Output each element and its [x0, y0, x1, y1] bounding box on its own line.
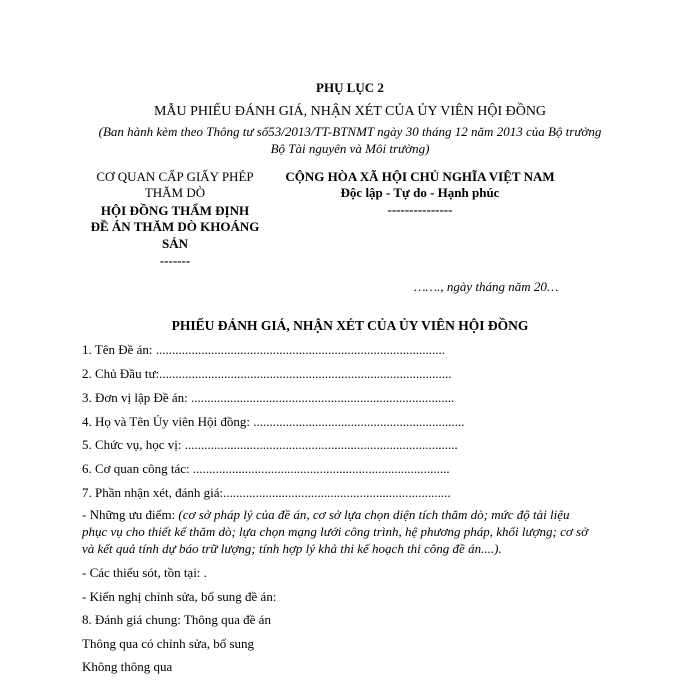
field-position-degree: 5. Chức vụ, học vị: ....................................................................................	[82, 437, 458, 452]
left-divider: -------	[159, 253, 191, 268]
field-project-name: 1. Tên Đề án: .........................................................................................	[82, 342, 446, 357]
field-member-name: 4. Họ và Tên Ủy viên Hội đồng: .................................................................	[82, 414, 465, 429]
national-motto: Độc lập - Tự do - Hạnh phúc	[340, 185, 500, 200]
recommendations-line: - Kiến nghị chỉnh sửa, bổ sung đề án:	[82, 589, 277, 604]
nation-name: CỘNG HÒA XÃ HỘI CHỦ NGHĨA VIỆT NAM	[285, 169, 555, 184]
field-preparing-unit: 3. Đơn vị lập Đề án: .................................................................................	[82, 390, 455, 405]
advantages-line-2: phục vụ cho thiết kế thăm dò; lựa chọn mạng lưới công trình, hệ phương pháp, khối lượng; cơ sở	[82, 524, 589, 539]
council-name-line-2: ĐỀ ÁN THĂM DÒ KHOÁNG	[90, 219, 260, 234]
subtitle-line-1: (Ban hành kèm theo Thông tư số53/2013/TT-BTNMT ngày 30 tháng 12 năm 2013 của Bộ trưởng	[98, 124, 602, 139]
advantages-line-3: và kết quả tính dự báo trữ lượng; tính hợp lý khả thi kế hoạch thi công đề án....).	[82, 541, 502, 556]
form-title: PHIẾU ĐÁNH GIÁ, NHẬN XÉT CỦA ỦY VIÊN HỘI ĐỒNG	[171, 318, 529, 333]
right-divider: ---------------	[387, 202, 453, 217]
agency-name-line-2: THĂM DÒ	[144, 185, 206, 200]
advantages-line-1	[82, 507, 569, 523]
field-review-assessment: 7. Phần nhận xét, đánh giá:......................................................................	[82, 485, 451, 500]
advantages-text-1: (cơ sở pháp lý của đề án, cơ sở lựa chọn diện tích thăm dò; mức độ tài liệu	[178, 507, 570, 522]
subtitle-line-2: Bộ Tài nguyên và Môi trường)	[270, 141, 430, 156]
council-name-line-3: SẢN	[161, 236, 188, 251]
appendix-label: PHỤ LỤC 2	[316, 80, 384, 95]
option-approved-with-revisions: Thông qua có chỉnh sửa, bổ sung	[82, 636, 255, 651]
option-not-approved: Không thông qua	[82, 659, 173, 674]
date-line: ……., ngày tháng năm 20…	[414, 279, 559, 294]
advantages-label: - Những ưu điểm:	[82, 507, 179, 522]
shortcomings-line: - Các thiếu sót, tồn tại: .	[82, 565, 207, 580]
overall-assessment: 8. Đánh giá chung: Thông qua đề án	[82, 612, 271, 627]
document-title: MẪU PHIẾU ĐÁNH GIÁ, NHẬN XÉT CỦA ỦY VIÊN HỘI ĐỒNG	[153, 104, 547, 119]
agency-name-line-1: CƠ QUAN CẤP GIẤY PHÉP	[96, 169, 254, 184]
council-name-line-1: HỘI ĐỒNG THẨM ĐỊNH	[100, 203, 250, 218]
field-investor: 2. Chủ Đầu tư:..........................................................................................	[82, 366, 452, 381]
field-workplace: 6. Cơ quan công tác: ...............................................................................	[82, 461, 450, 476]
